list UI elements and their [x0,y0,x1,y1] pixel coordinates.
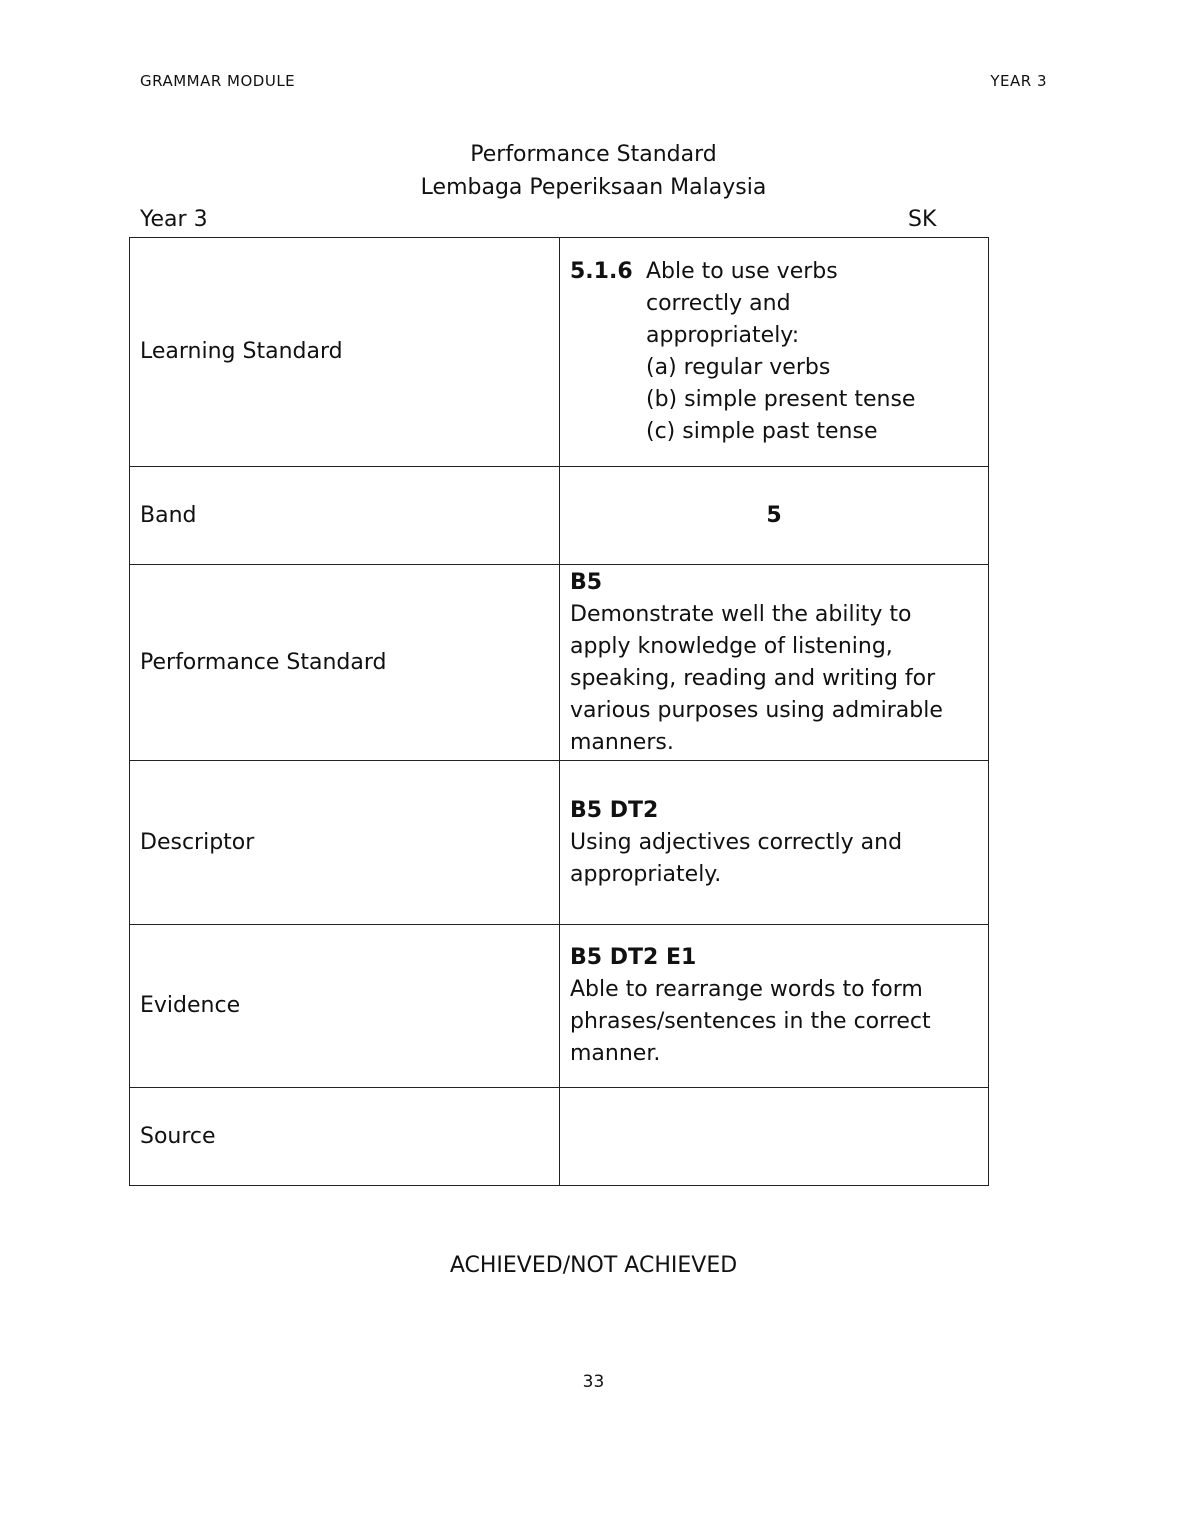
row-label: Evidence [130,925,560,1088]
descriptor-code: B5 DT2 [570,797,659,823]
row-label: Source [130,1088,560,1186]
table-row [130,761,989,925]
table-row [130,565,989,761]
learning-standard-item: (c) simple past tense [646,419,878,444]
performance-code: B5 [570,569,603,595]
table-row [130,925,989,1088]
year-label: Year 3 [140,207,208,232]
page-subtitle: Lembaga Peperiksaan Malaysia [420,175,767,200]
learning-standard-code: 5.1.6 [570,259,633,284]
table-row [130,1088,989,1186]
band-value: 5 [560,467,989,565]
row-label: Band [130,467,560,565]
descriptor-cell [560,761,989,925]
evidence-cell [560,925,989,1088]
learning-standard-first-line [570,256,978,288]
learning-standard-cell [560,238,989,467]
table-row [130,467,989,565]
performance-standard-cell [560,565,989,761]
achievement-status: ACHIEVED/NOT ACHIEVED [449,1253,738,1278]
row-label: Learning Standard [130,238,560,467]
module-header: GRAMMAR MODULE [140,72,296,90]
learning-standard-text: Able to use verbs [646,259,838,284]
learning-standard-item: (b) simple present tense [646,387,916,412]
row-label: Performance Standard [130,565,560,761]
descriptor-text: Using adjectives correctly and appropriately. [570,829,903,887]
performance-standard-table [129,237,989,1186]
learning-standard-text: appropriately: [646,323,800,348]
year-header: YEAR 3 [990,72,1047,90]
row-label: Descriptor [130,761,560,925]
performance-text: Demonstrate well the ability to apply knowledge of listening, speaking, reading and writing for various purposes using admirable manners. [570,601,943,755]
school-type-label: SK [908,207,937,232]
evidence-code: B5 DT2 E1 [570,945,697,970]
table-row [130,238,989,467]
source-cell [560,1088,989,1186]
page-title: Performance Standard [470,142,717,167]
evidence-text: Able to rearrange words to form phrases/sentences in the correct manner. [570,977,931,1066]
learning-standard-item: (a) regular verbs [646,355,831,380]
page-number: 33 [582,1372,605,1392]
learning-standard-text: correctly and [646,291,791,316]
